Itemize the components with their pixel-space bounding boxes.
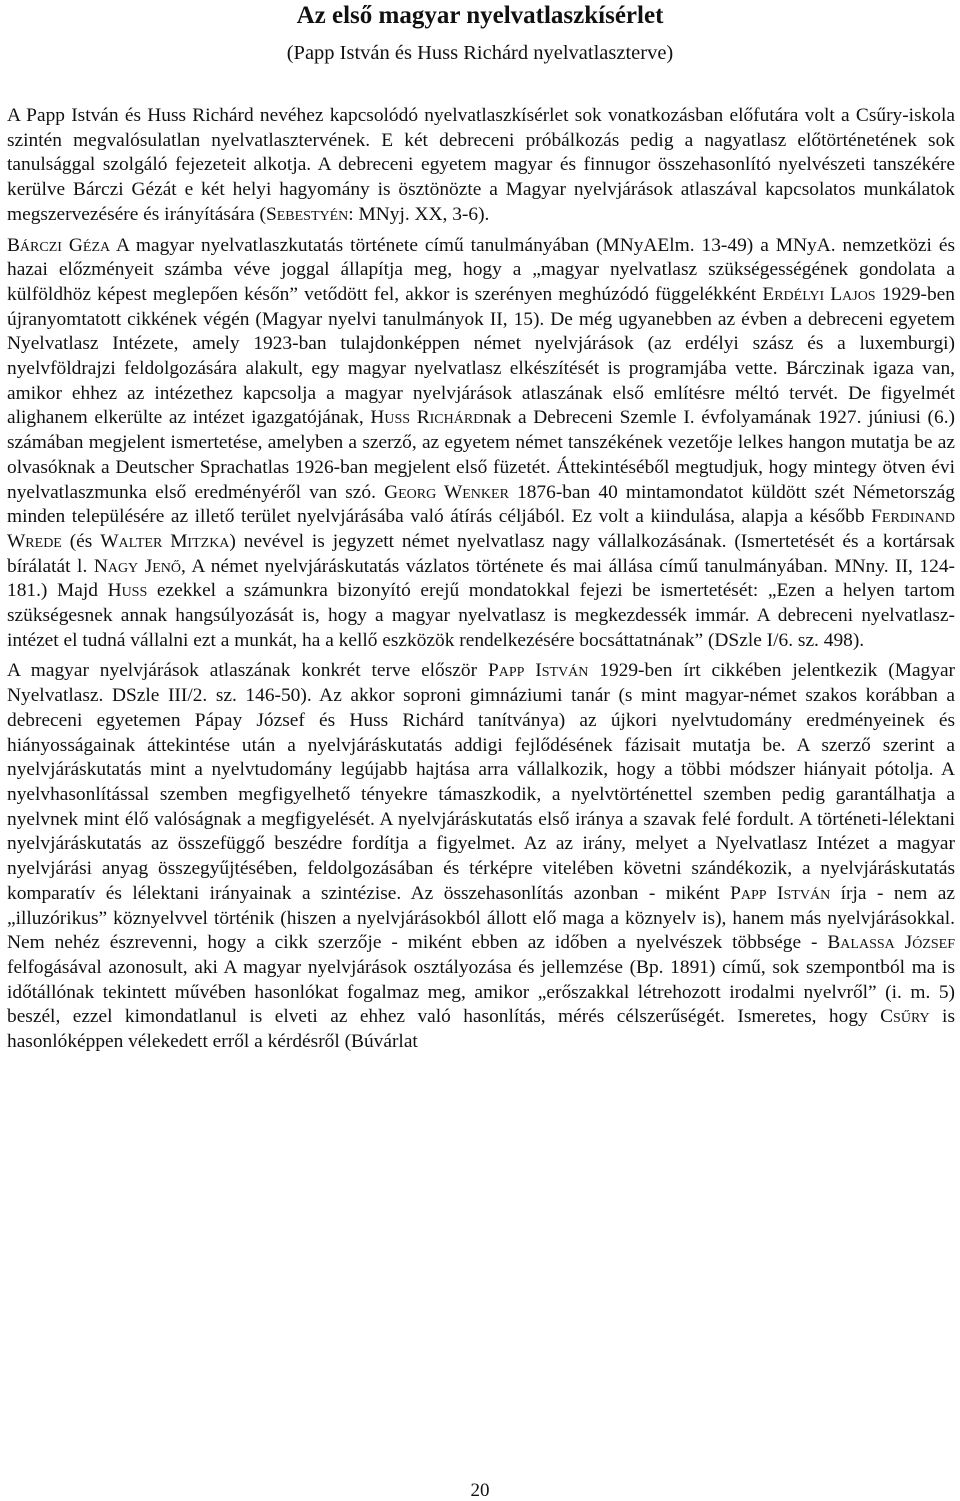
author-name: Papp István	[487, 660, 589, 682]
text-run: 1876-ban 40 mintamondatot küldött szét Németország minden településére az illető terület nyelvjárásába való átírás céljából. Ez volt a kiindulása, alapja a később	[7, 481, 955, 528]
document-subtitle: (Papp István és Huss Richárd nyelvatlaszterve)	[286, 42, 674, 64]
paragraph-2	[7, 234, 955, 654]
author-name: Papp István	[730, 882, 831, 904]
author-name: Erdélyi Lajos	[762, 283, 876, 305]
text-run: ) nevével is jegyzett német nyelvatlasz nagy vállalkozásának. (Ismertetését és a kortársak bírálatát l.	[7, 530, 955, 577]
text-run: , A német nyelvjáráskutatás vázlatos története és mai állása című tanulmányában. MNny. II, 124-181.) Majd	[7, 555, 955, 602]
author-name: Csűry	[880, 1006, 930, 1028]
author-name: Sebestyén	[265, 203, 349, 225]
text-run: (és	[61, 530, 101, 552]
document-title: Az első magyar nyelvatlaszkísérlet	[296, 2, 664, 29]
paragraph-3	[7, 659, 955, 1054]
body-text	[7, 104, 955, 1061]
author-name: Huss Richárd	[370, 407, 484, 429]
text-run: írja - nem az „illuzórikus” köznyelvvel történik (hiszen a nyelvjárásokból állott elő maga a köznyelv is), hanem más nyelvjárásokkal. Nem nehéz észrevenni, hogy a cikk szerzője - miként ebben az időben a nyelvészek többsége -	[7, 882, 955, 954]
author-name: Huss	[107, 580, 148, 602]
author-name: Nagy Jenő	[93, 555, 182, 577]
author-name: Bárczi Géza	[7, 234, 111, 256]
text-run: : MNyj. XX, 3-6).	[348, 203, 490, 225]
author-name: Walter Mitzka	[100, 530, 230, 552]
text-run: is hasonlóképpen vélekedett erről a kérdésről (Búvárlat	[7, 1006, 955, 1053]
text-run: 1929-ben írt cikkében jelentkezik (Magyar Nyelvatlasz. DSzle III/2. sz. 146-50). Az akkor soproni gimnáziumi tanár (s mint magyar-német szakos korábban a debreceni egyetemen Pápay József és Huss Richárd tanítványa) az újkori nyelvtudomány eredményeinek és hiányosságainak áttekintése után a nyelvjáráskutatás addigi fejlődésének fázisait mutatja be. A szerző szerint a nyelvjáráskutatás mint a nyelvtudomány legújabb hajtása arra vállalkozik, hogy a többi módszer hiányait pótolja. A nyelvhasonlítással szemben megfigyelhető tényekre támaszkodik, a nyelvtörténettel szemben pedig garantálhatja a nyelvnek mint élő valóságnak a megfigyelését. A nyelvjáráskutatás első iránya a szavak felé fordult. A történeti-lélektani nyelvjáráskutatás az összefüggő beszédre fordítja a figyelmet. Az az irány, melyet a Nyelvatlasz Intézet a magyar nyelvjárási anyag összegyűjtésében, feldolgozásában és térképre vitelében követni szándékozik, a nyelvjáráskutatás komparatív és lélektani irányainak a szintézise. Az összehasonlítás azonban - miként	[7, 660, 956, 904]
text-run: A magyar nyelvjárások atlaszának konkrét terve először	[7, 660, 488, 682]
author-name: Ferdinand Wrede	[7, 506, 955, 552]
page-number: 20	[470, 1480, 490, 1501]
text-run: 1929-ben újranyomtatott cikkének végén (Magyar nyelvi tanulmányok II, 15). De még ugyanebben az évben a debreceni egyetem Nyelvatlasz Intézete, amely 1923-ban tulajdonképpen német nyelvjárások (az erdélyi szász és a luxemburgi) nyelvföldrajzi feldolgozására alakult, egy magyar nyelvatlasz elkészítését is programjába vette. Bárczinak igaza van, amikor ehhez az intézethez kapcsolja a magyar nyelvjárások atlaszának első említésre méltó tervét. De figyelmét alighanem elkerülte az intézet igazgatójának,	[7, 283, 955, 429]
paragraph-1	[7, 104, 955, 228]
text-run: nak a Debreceni Szemle I. évfolyamának 1927. júniusi (6.) számában megjelent ismertetése, amelyben a szerző, az egyetem német tanszékének vezetője lelkes hangon mutatja be az olvasóknak a Deutscher Sprachatlas 1926-ban megjelent első füzetét. Áttekintéséből megtudjuk, hogy mintegy ötven évi nyelvatlaszmunka első eredményéről van szó.	[7, 407, 956, 503]
text-run: ezekkel a számunkra bizonyító erejű mondatokkal fejezi be ismertetését: „Ezen a helyen tartom szükségesnek annak hangsúlyozását is, hogy a magyar nyelvatlasz is megkezdessék immár. A debreceni nyelvatlasz-intézet el tudná vállalni ezt a munkát, ha a kellő eszközök rendelkezésére bocsáttatnának” (DSzle I/6. sz. 498).	[7, 580, 955, 651]
author-name: Georg Wenker	[384, 481, 509, 503]
text-run: A Papp István és Huss Richárd nevéhez kapcsolódó nyelvatlaszkísérlet sok vonatkozásban előfutára volt a Csűry-iskola szintén megvalósulatlan nyelvatlasztervének. E két debreceni próbálkozás pedig a nagyatlasz előtörténetének sok tanulsággal szolgáló fejezeteit alkotja. A debreceni egyetem magyar és finnugor összehasonlító nyelvészeti tanszékére kerülve Bárczi Gézát e két helyi hagyomány is ösztönözte a Magyar nyelvjárások atlaszával kapcsolatos munkálatok megszervezésére és irányítására (	[7, 105, 955, 225]
text-run: felfogásával azonosult, aki A magyar nyelvjárások osztályozása és jellemzése (Bp. 1891) című, sok szempontból ma is időtállónak tekintett művében hasonlókat fogalmaz meg, amikor „erőszakkal létrehozott irodalmi nyelvről” (i. m. 5) beszél, ezzel kimondatlanul is elveti az ehhez való hasonlítás, mérés célszerűségét. Ismeretes, hogy	[7, 956, 955, 1028]
text-run: A magyar nyelvatlaszkutatás története című tanulmányában (MNyAElm. 13-49) a MNyA. nemzetközi és hazai előzményeit számba véve joggal állapítja meg, hogy a „magyar nyelvatlasz szükségességének gondolata a külföldhöz képest meglepően későn” vetődött fel, akkor is szerényen meghúzódó függelékként	[7, 234, 955, 305]
author-name: Balassa József	[827, 932, 955, 954]
